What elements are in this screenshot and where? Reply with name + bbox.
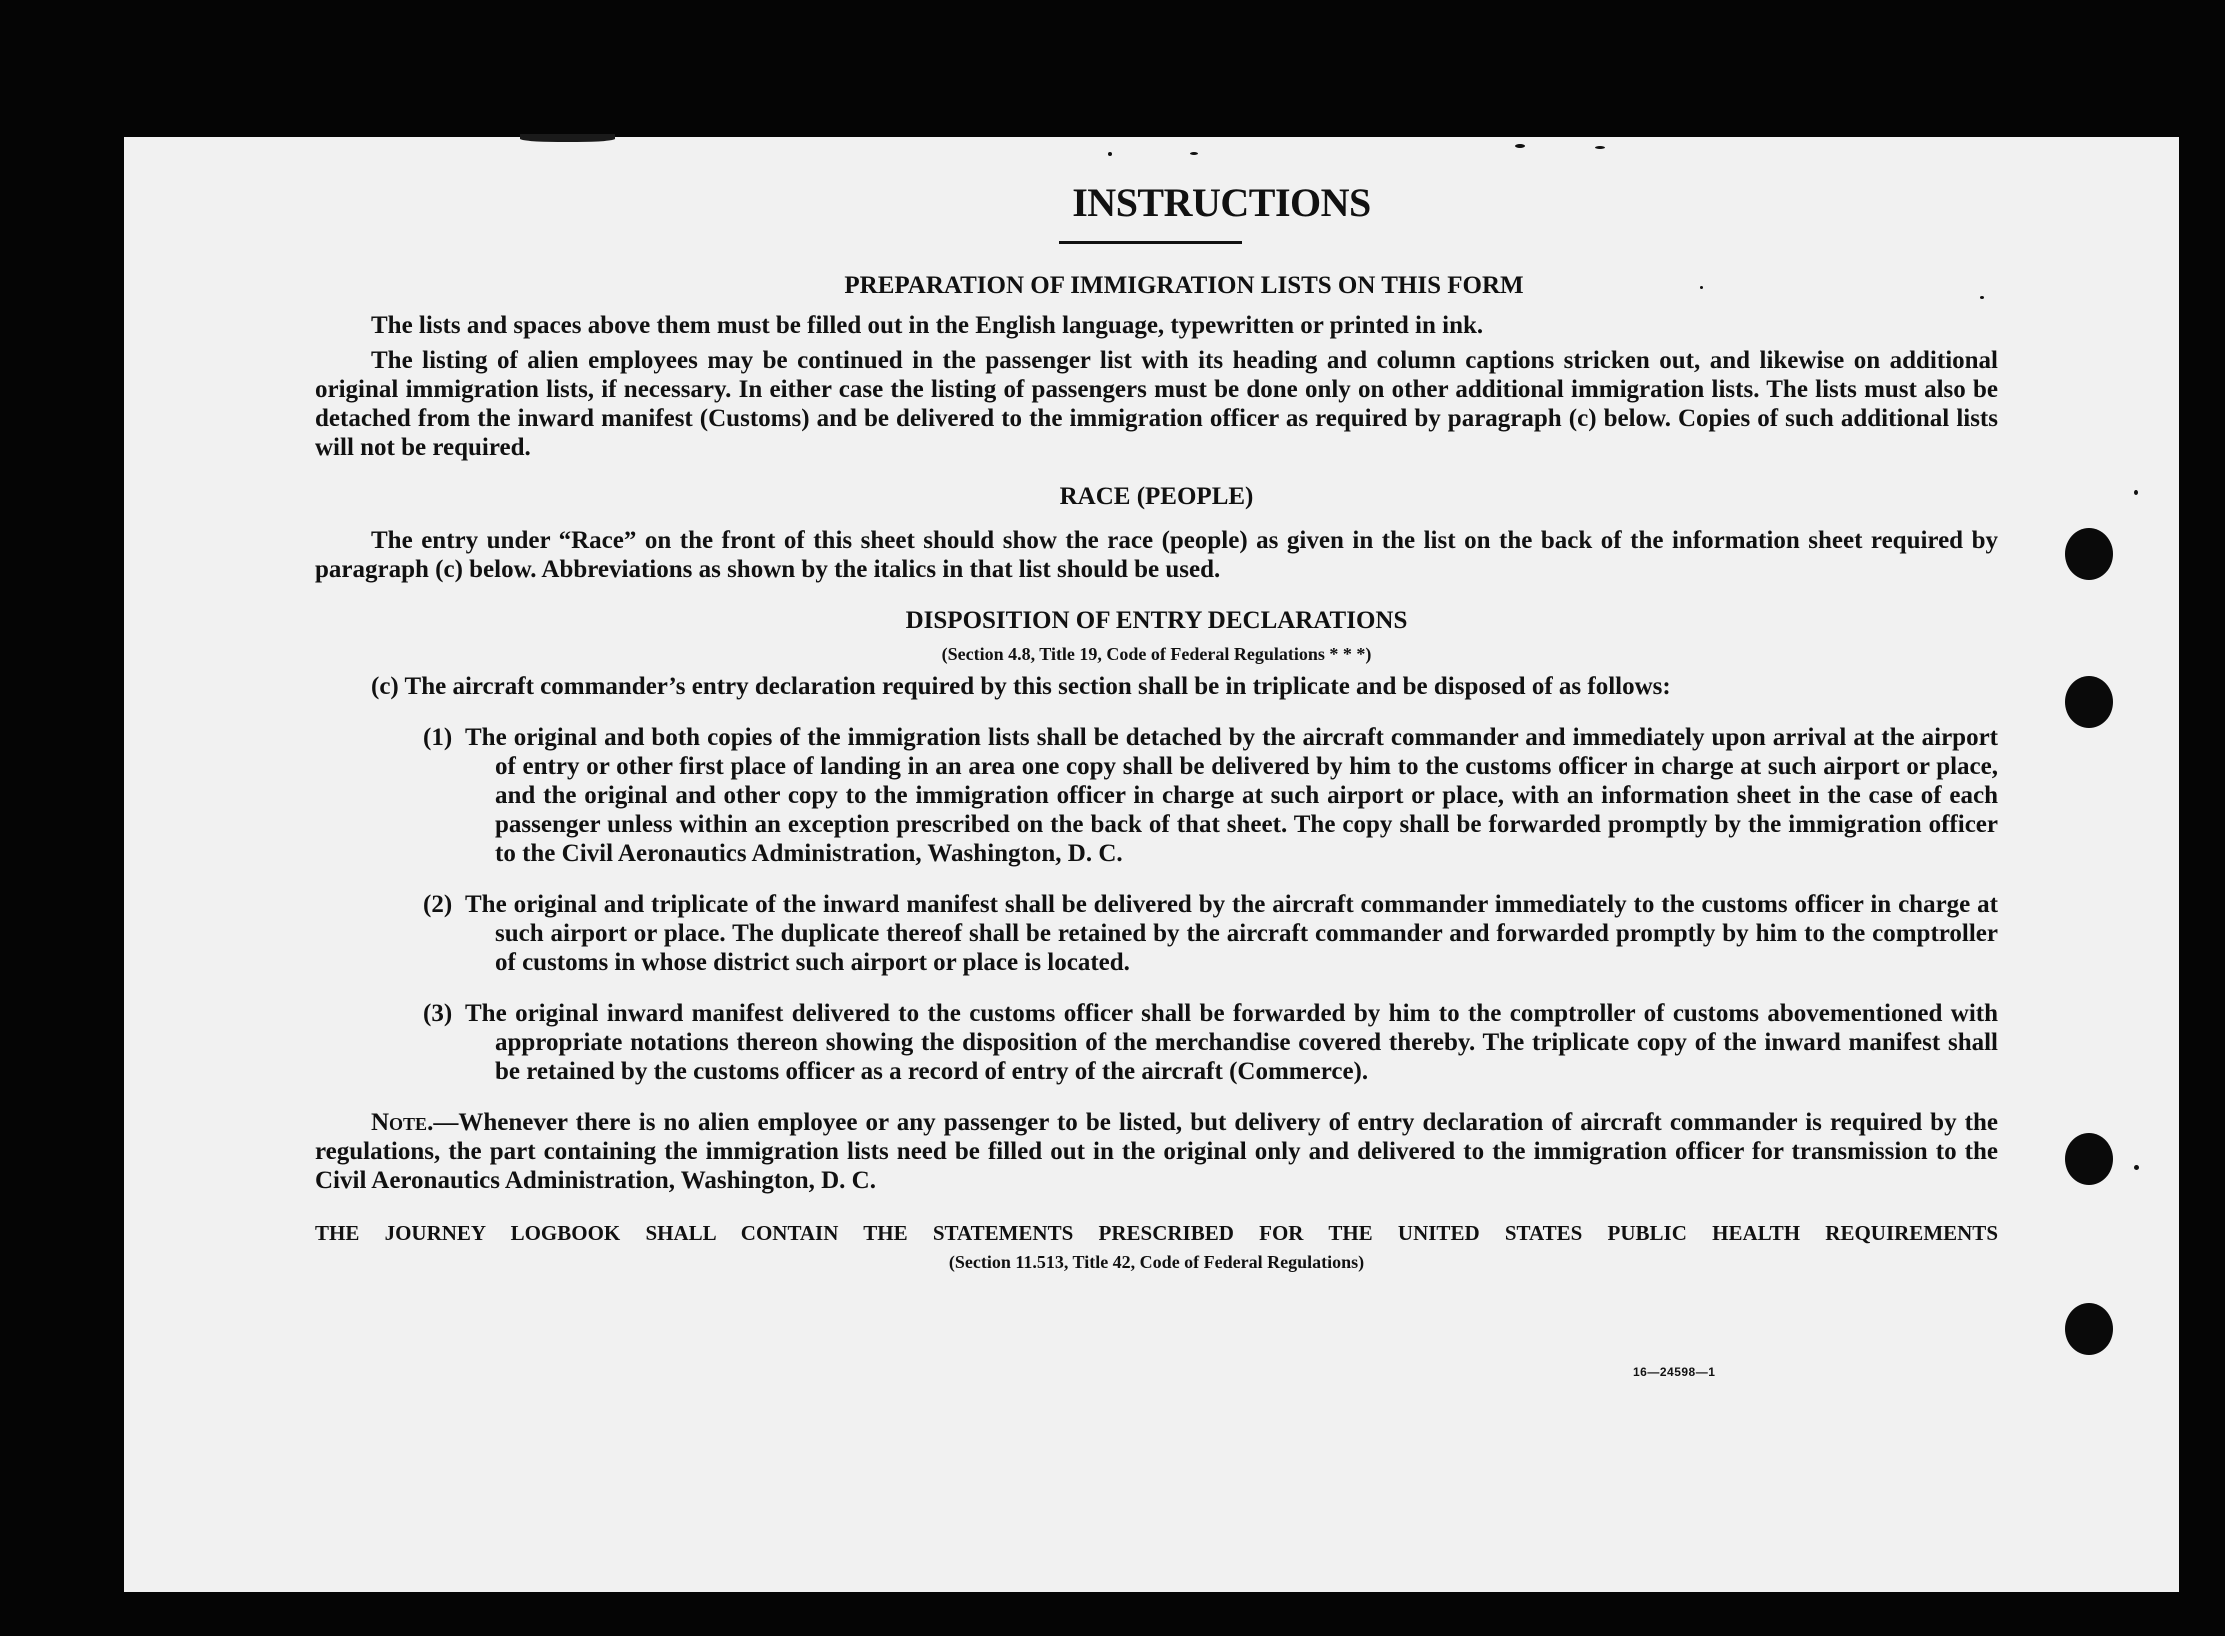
race-heading: RACE (PEOPLE) [1059,483,1254,510]
item-text: The original and triplicate of the inward manifest shall be delivered by the aircraft commander immediately to the customs officer in charge at such airport or place. The duplicate thereof shall be retained by the aircraft commander and forwarded promptly by him to the comptroller of customs in whose district such airport or place is located. [465,891,1998,976]
item-number: (1) [423,724,453,751]
item-text: The original inward manifest delivered to the customs officer shall be forwarded by him to the comptroller of customs abovementioned with appropriate notations thereon showing the disposition of the merchandise covered thereby. The triplicate copy of the inward manifest shall be retained by the customs officer as a record of entry of the aircraft (Commerce). [465,1000,1998,1085]
disposition-item-2 [315,890,1998,977]
disposition-item-3 [315,999,1998,1086]
instructions-content [315,175,1998,1275]
punch-hole-1 [2065,528,2113,580]
punch-hole-3 [2065,1133,2113,1185]
disposition-citation: (Section 4.8, Title 19, Code of Federal Regulations * * *) [941,644,1372,664]
health-heading: THE JOURNEY LOGBOOK SHALL CONTAIN THE STATEMENTS PRESCRIBED FOR THE UNITED STATES PUBLIC HEALTH REQUIREMENTS [315,1221,1998,1245]
item-number: (3) [423,1000,453,1027]
preparation-heading: PREPARATION OF IMMIGRATION LISTS ON THIS FORM [844,272,1524,299]
punch-hole-4 [2065,1303,2113,1355]
preparation-paragraph-2: The listing of alien employees may be continued in the passenger list with its heading and column captions stricken out, and likewise on additional original immigration lists, if necessary. In either case the listing of passengers must be done only on other additional immigration lists. The lists must also be detached from the inward manifest (Customs) and be delivered to the immigration officer as required by paragraph (c) below. Copies of such additional lists will not be required. [315,347,1998,461]
race-paragraph: The entry under “Race” on the front of this sheet should show the race (people) as given in the list on the back of the information sheet required by paragraph (c) below. Abbreviations as shown by the italics in that list should be used. [315,527,1998,583]
health-citation: (Section 11.513, Title 42, Code of Federal Regulations) [948,1252,1365,1272]
form-code: 16—24598—1 [1633,1365,1716,1379]
page-title: INSTRUCTIONS [1072,180,1371,225]
note-text: —Whenever there is no alien employee or any passenger to be listed, but delivery of entry declaration of aircraft commander is required by the regulations, the part containing the immigration lists need be filled out in the original only and delivered to the immigration officer for transmission to the Civil Aeronautics Administration, Washington, D. C. [315,1109,1998,1194]
item-text: The original and both copies of the immigration lists shall be detached by the aircraft commander and immediately upon arrival at the airport of entry or other first place of landing in an area one copy shall be delivered by him to the customs officer in charge at such airport or place, and the original and other copy to the immigration officer in charge at such airport or place, with an information sheet in the case of each passenger unless within an exception prescribed on the back of that sheet. The copy shall be forwarded promptly by the immigration officer to the Civil Aeronautics Administration, Washington, D. C. [465,724,1998,867]
note-paragraph [315,1108,1998,1195]
disposition-heading: DISPOSITION OF ENTRY DECLARATIONS [905,607,1408,634]
dust-speck [1108,152,1112,156]
title-underline [1059,241,1242,244]
dust-speck [1595,146,1605,149]
torn-edge [520,134,615,142]
dust-speck [1515,144,1525,148]
preparation-paragraph-1: The lists and spaces above them must be filled out in the English language, typewritten or printed in ink. [371,312,1484,339]
dust-speck [1190,152,1198,155]
punch-hole-2 [2065,676,2113,728]
dust-speck [2134,1165,2139,1170]
disposition-intro: (c) The aircraft commander’s entry declaration required by this section shall be in triplicate and be disposed of as follows: [371,673,1671,700]
disposition-item-1 [315,723,1998,868]
dust-speck [2134,490,2138,495]
note-label: Note. [371,1109,434,1136]
item-number: (2) [423,891,453,918]
